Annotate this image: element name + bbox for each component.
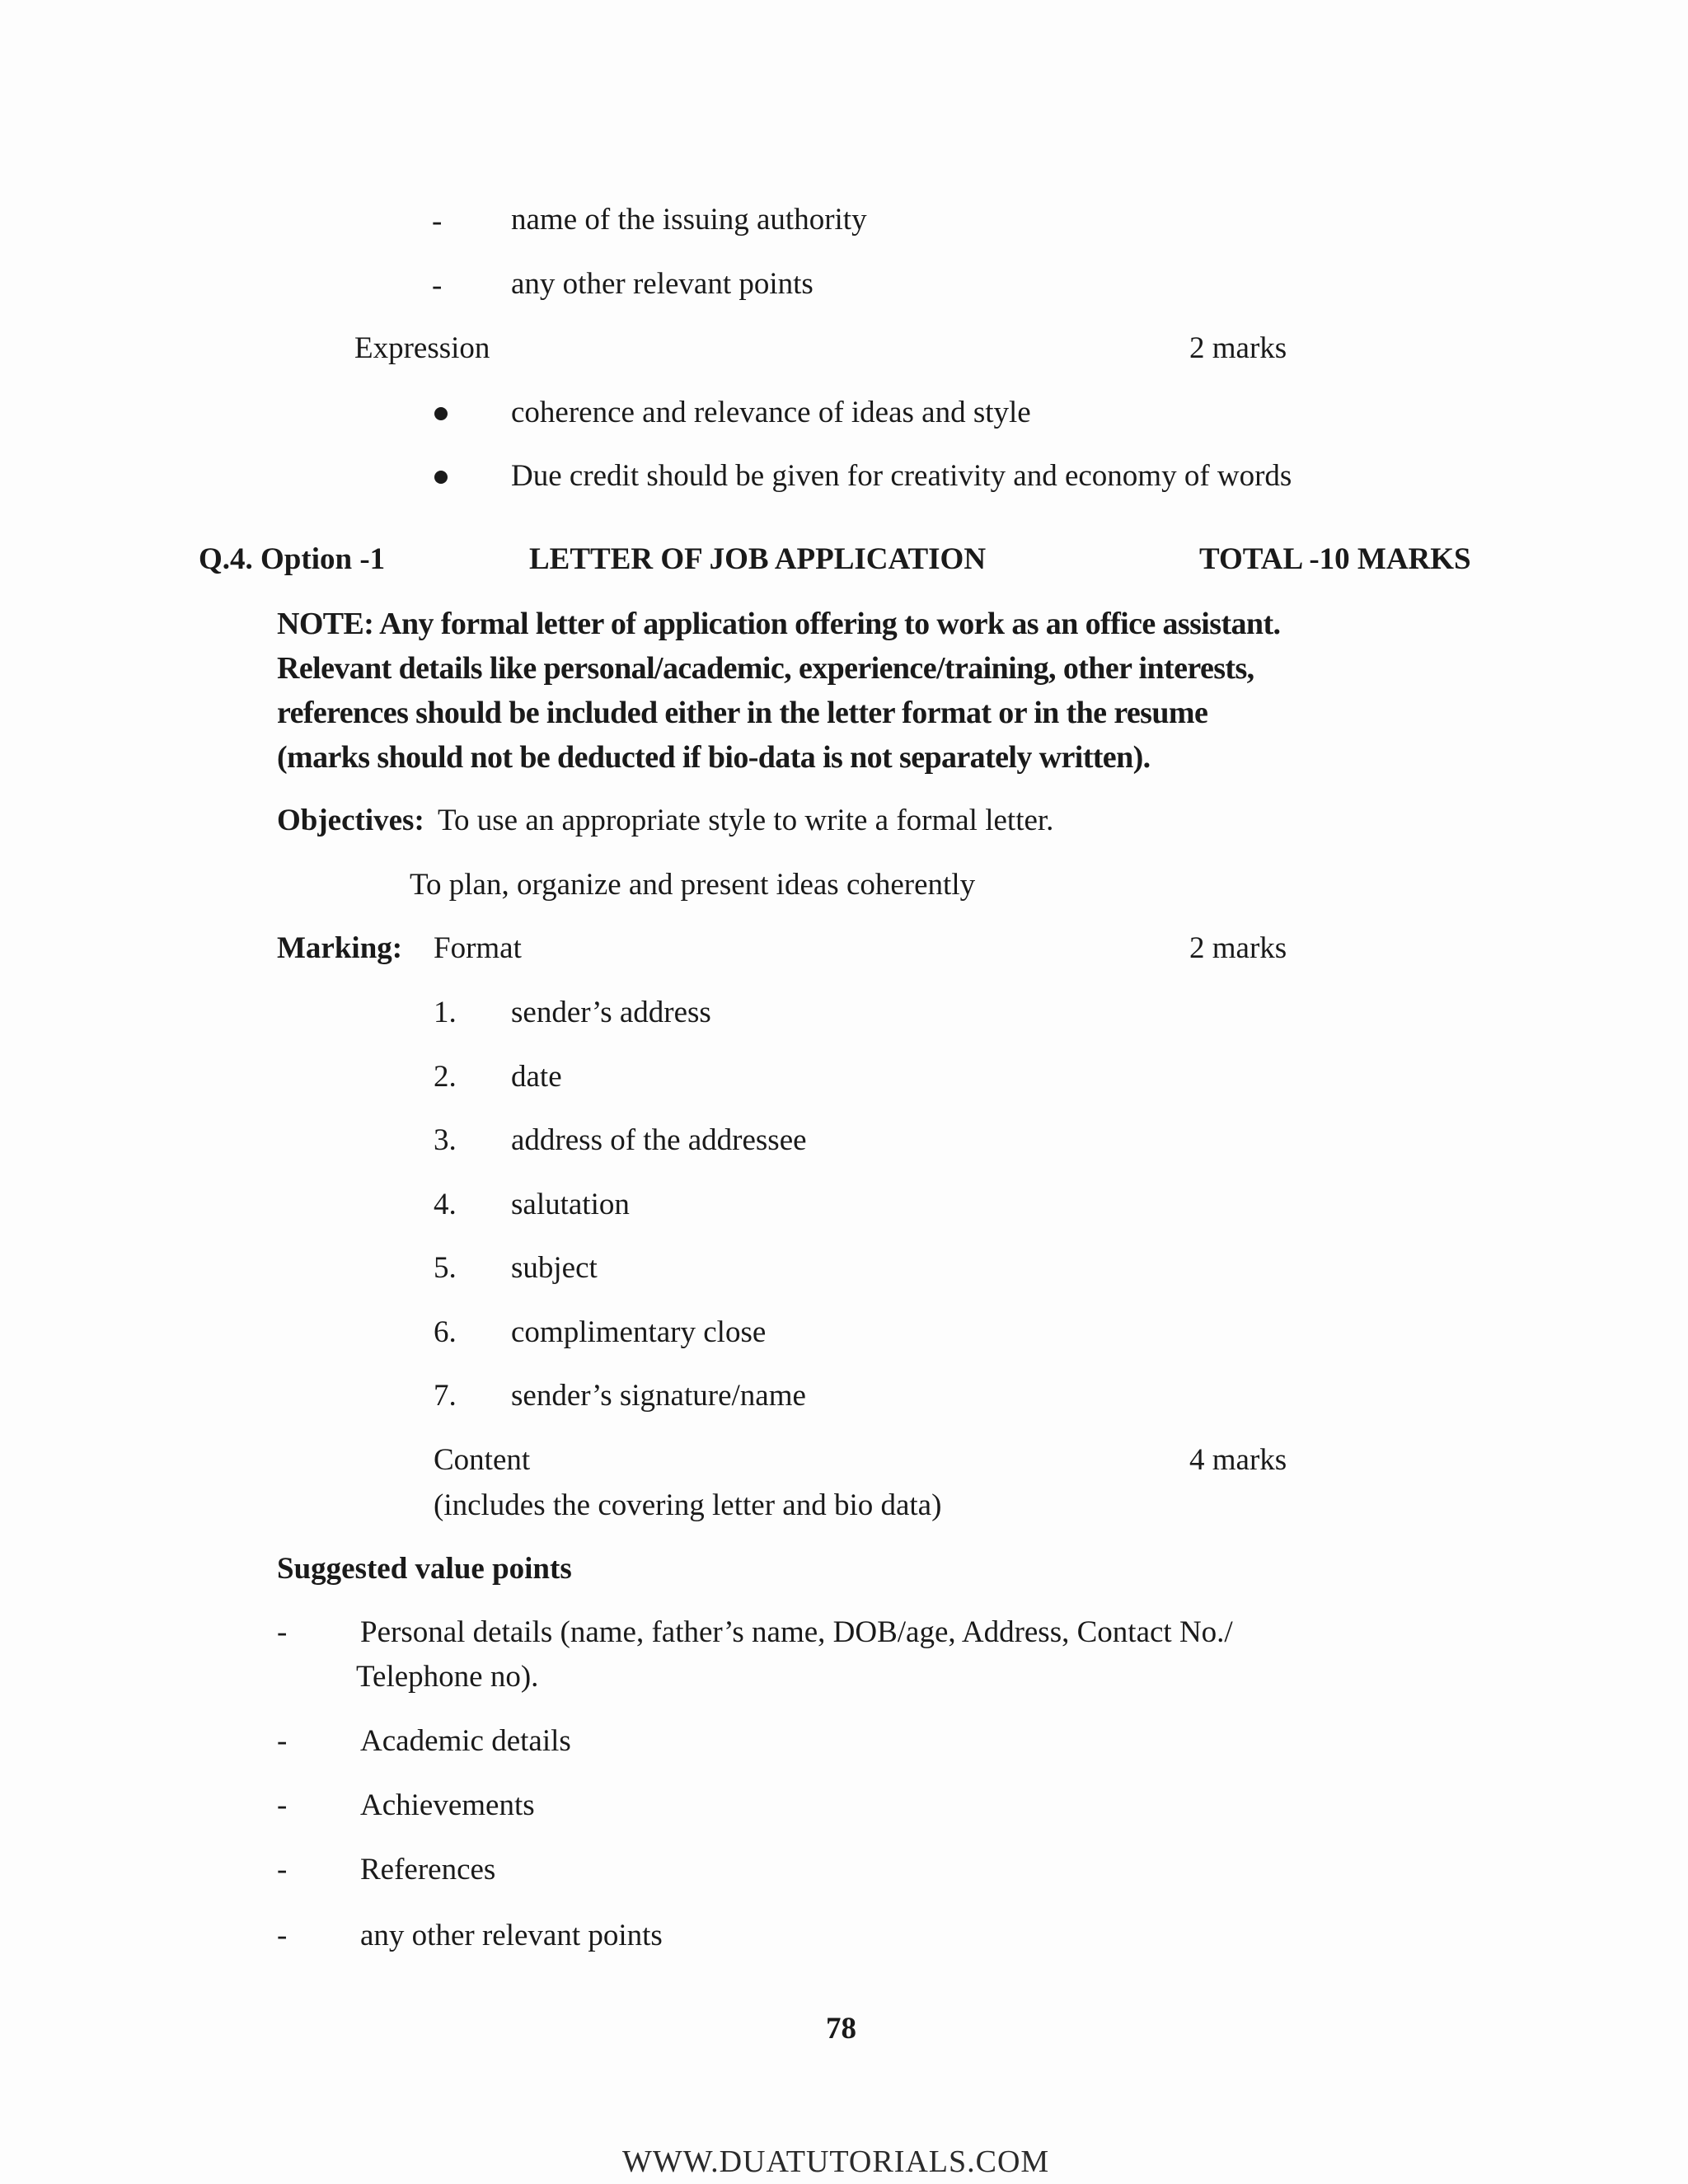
format-item: address of the addressee [511, 1123, 807, 1157]
content-label: Content [434, 1443, 531, 1477]
expression-marks: 2 marks [1189, 331, 1287, 365]
list-marker: - [277, 1615, 288, 1649]
suggested-item: Achievements [360, 1788, 535, 1822]
objectives-line: To use an appropriate style to write a formal letter. [438, 804, 1054, 837]
format-item-number: 1. [434, 996, 457, 1029]
note-line: NOTE: Any formal letter of application offering to work as an office assistant. [277, 607, 1281, 641]
format-item-number: 2. [434, 1060, 457, 1094]
suggested-heading: Suggested value points [277, 1552, 572, 1586]
expression-bullet: coherence and relevance of ideas and style [511, 396, 1031, 429]
list-marker: - [277, 1919, 288, 1952]
note-line: (marks should not be deducted if bio-data is not separately written). [277, 740, 1151, 775]
format-item: sender’s address [511, 996, 711, 1029]
expression-bullet: Due credit should be given for creativity and economy of words [511, 459, 1292, 493]
format-item: date [511, 1060, 562, 1094]
format-item-number: 3. [434, 1123, 457, 1157]
suggested-item-continuation: Telephone no). [356, 1660, 539, 1694]
page-number: 78 [826, 2012, 856, 2046]
suggested-item: Academic details [360, 1724, 571, 1758]
content-marks: 4 marks [1189, 1443, 1287, 1477]
format-item: salutation [511, 1188, 630, 1221]
format-item: sender’s signature/name [511, 1379, 806, 1413]
suggested-item: Personal details (name, father’s name, DOB/age, Address, Contact No./ [360, 1615, 1233, 1649]
list-marker: - [277, 1724, 288, 1758]
format-item-number: 7. [434, 1379, 457, 1413]
objectives-label: Objectives: [277, 804, 424, 837]
question-total: TOTAL -10 MARKS [1199, 542, 1471, 576]
list-marker: - [432, 269, 443, 302]
bullet-icon [434, 407, 448, 420]
marking-label: Marking: [277, 931, 403, 965]
suggested-item: any other relevant points [360, 1919, 663, 1952]
question-title: LETTER OF JOB APPLICATION [529, 542, 987, 576]
list-marker: - [432, 204, 443, 238]
format-marks: 2 marks [1189, 931, 1287, 965]
expression-label: Expression [354, 331, 490, 365]
question-number: Q.4. Option -1 [199, 542, 386, 576]
suggested-item: References [360, 1853, 496, 1886]
list-marker: - [277, 1853, 288, 1886]
content-note: (includes the covering letter and bio data) [434, 1488, 942, 1522]
format-item: subject [511, 1251, 598, 1285]
list-marker: - [277, 1788, 288, 1822]
format-item: complimentary close [511, 1315, 767, 1349]
objectives-line: To plan, organize and present ideas coherently [410, 868, 976, 902]
format-label: Format [434, 931, 522, 965]
list-item: name of the issuing authority [511, 203, 867, 237]
bullet-icon [434, 471, 448, 484]
format-item-number: 6. [434, 1315, 457, 1349]
list-item: any other relevant points [511, 267, 814, 301]
note-line: references should be included either in the letter format or in the resume [277, 696, 1208, 730]
format-item-number: 4. [434, 1188, 457, 1221]
note-line: Relevant details like personal/academic, experience/training, other interests, [277, 651, 1254, 686]
format-item-number: 5. [434, 1251, 457, 1285]
footer-url: WWW.DUATUTORIALS.COM [622, 2144, 1050, 2179]
